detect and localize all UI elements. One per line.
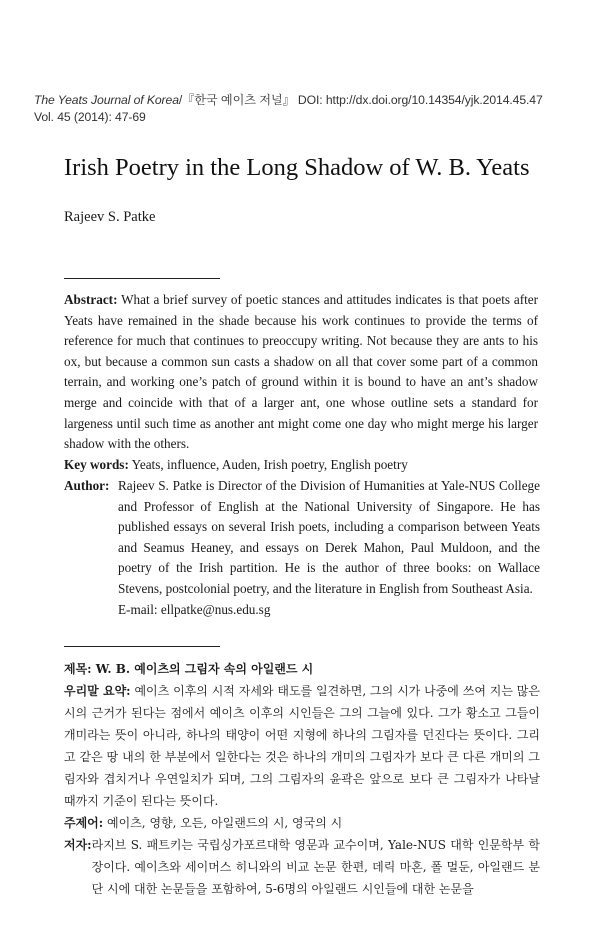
journal-name: The Yeats Journal of Korea [34,93,179,107]
journal-doi: /『한국 예이츠 저널』 DOI: http://dx.doi.org/10.14354/yjk.2014.45.47 [178,93,543,107]
korean-author [64,834,540,900]
keywords-label: Key words: [64,457,129,472]
author-bio-text: Rajeev S. Patke is Director of the Division of Humanities at Yale-NUS College and Professor of English at the National University of Singapore. He has published essays on several Irish poets, including a comparison between Yeats and Seamus Heaney, and essays on Derek Mahon, Paul Muldoon, and the poetry of the Irish partition. He is the author of three books: on Wallace Stevens, postcolonial poetry, and the literature in English from Southeast Asia. [118,478,540,596]
korean-abstract [64,680,540,812]
keywords [64,455,544,476]
keywords-text: Yeats, influence, Auden, Irish poetry, English poetry [128,457,408,472]
author-bio-label: Author: [64,478,110,493]
journal-volume: Vol. 45 (2014): 47-69 [34,110,146,124]
abstract [64,290,538,455]
korean-summary [64,658,540,900]
journal-header [34,92,574,126]
divider-top [64,278,220,279]
korean-author-label: 저자: [64,838,92,852]
author-bio [64,476,544,620]
korean-abstract-label: 우리말 요약: [64,684,131,698]
abstract-text: What a brief survey of poetic stances and attitudes indicates is that poets after Yeats have remained in the shade because his work continues to provide the terms of reference for much that continues to preoccupy writing. Not because they are ants to his ox, but because a common sun casts a shadow on all that cover some part of a common terrain, and working one’s patch of ground within it is bound to have an ant’s shadow merge and coincide with that of a larger ant, one whose outline sets a standard for largeness until such time as another ant might come one day who might merge his larger shadow with the others. [64,292,538,452]
divider-bottom [64,646,220,647]
article-title: Irish Poetry in the Long Shadow of W. B. Yeats [64,154,530,181]
korean-keywords-label: 주제어: [64,816,104,830]
author-email: E-mail: ellpatke@nus.edu.sg [118,601,271,617]
korean-title [64,658,540,680]
abstract-label: Abstract: [64,292,118,307]
article-author: Rajeev S. Patke [64,209,156,225]
korean-keywords-text: 예이츠, 영향, 오든, 아일랜드의 시, 영국의 시 [103,816,343,830]
korean-keywords [64,812,540,834]
korean-title-text: W. B. 예이츠의 그림자 속의 아일랜드 시 [91,662,314,676]
korean-title-label: 제목: [64,662,92,676]
korean-abstract-text: 예이츠 이후의 시적 자세와 태도를 일견하면, 그의 시가 나중에 쓰여 지는 많은 시의 근거가 된다는 점에서 예이츠 이후의 시인들은 그의 그늘에 있다. 그가 황소고 그들이 개미라는 뜻이 아니라, 하나의 태양이 어떤 지형에 하나의 그림자를 던진다는 뜻이다. 그리고 같은 땅 내의 한 부분에서 일한다는 것은 하나의 개미의 그림자가 보다 큰 다른 개미의 그림자와 겹치거나 우연일치가 되며, 그의 그림자의 윤곽은 앞으로 보다 큰 그림자가 나타날 때까지 기준이 된다는 뜻이다. [64,684,540,808]
korean-author-text: 라지브 S. 패트키는 국립싱가포르대학 영문과 교수이며, Yale-NUS 대학 인문학부 학장이다. 예이츠와 세이머스 히니와의 비교 논문 한편, 데릭 마혼, 폴 멀둔, 아일랜드 분단 시에 대한 논문들을 포함하여, 5-6명의 아일랜드 시인들에 대한 논문을 [91,838,540,896]
